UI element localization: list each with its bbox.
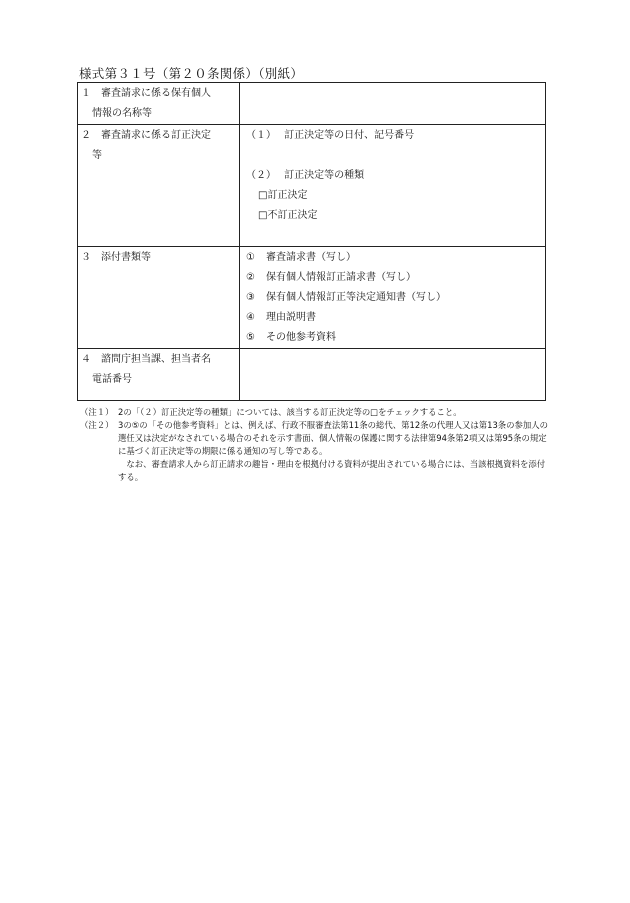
checkbox-correction-decision: □訂正決定 [258,190,308,201]
note-number: （注１） [80,407,114,417]
page-title: 様式第３１号（第２０条関係）（別紙） [79,66,304,81]
row-label: 諮問庁担当課、担当者名 [101,354,211,365]
note-text: なお、審査請求人から訂正請求の趣旨・理由を根拠付ける資料が提出されている場合には、当該根拠資料を添付する。 [118,459,546,482]
label-cell [78,247,240,349]
row-label-continued: 電話番号 [92,374,132,385]
attachment-form-table [77,82,546,401]
note-text: 2の「（２）訂正決定等の種類」については、該当する訂正決定等の□をチェックすること。 [118,407,462,417]
table-row [78,349,546,401]
list-item [246,328,539,348]
item-marker: ⑤ [246,332,255,343]
checkbox-non-correction-decision: □不訂正決定 [258,210,318,221]
row-number: ３ [81,252,91,263]
label-cell [78,83,240,125]
content-cell [240,247,546,349]
list-item [246,308,539,328]
list-item [246,268,539,288]
row-number: １ [81,88,91,99]
note [80,419,550,458]
note-continuation [80,458,550,484]
item-text: 理由説明書 [266,312,316,323]
note [80,406,550,419]
list-item [246,248,539,268]
row-label: 審査請求に係る保有個人 [101,88,211,99]
decision-date-item: （１） 訂正決定等の日付、記号番号 [246,130,415,141]
item-marker: ② [246,272,255,283]
list-item [246,288,539,308]
item-text: その他参考資料 [266,332,336,343]
row-number: ２ [81,130,91,141]
decision-type-item: （２） 訂正決定等の種類 [246,170,365,181]
row-label: 審査請求に係る訂正決定 [101,130,211,141]
table-row [78,83,546,125]
content-cell [240,83,546,125]
item-marker: ① [246,252,255,263]
note-text: 3の⑤の「その他参考資料」とは、例えば、行政不服審査法第11条の総代、第12条の代理人又は第13条の参加人の選任又は決定がなされている場合のそれを示す書面、個人情報の保護に関する法律第94条第2項又は第95条の規定に基づく訂正決定等の期限に係る通知の写し等である。 [118,420,549,456]
label-cell [78,125,240,247]
row-label: 添付書類等 [101,252,151,263]
row-label-continued: 情報の名称等 [92,108,152,119]
table-row [78,247,546,349]
item-marker: ④ [246,312,255,323]
item-text: 保有個人情報訂正等決定通知書（写し） [266,292,446,303]
table-row [78,125,546,247]
row-label-continued: 等 [92,150,102,161]
item-text: 審査請求書（写し） [266,252,356,263]
row-number: ４ [81,354,91,365]
content-cell [240,125,546,247]
note-number: （注２） [80,420,114,430]
item-marker: ③ [246,292,255,303]
content-cell [240,349,546,401]
notes-section [80,406,550,484]
label-cell [78,349,240,401]
item-text: 保有個人情報訂正請求書（写し） [266,272,416,283]
